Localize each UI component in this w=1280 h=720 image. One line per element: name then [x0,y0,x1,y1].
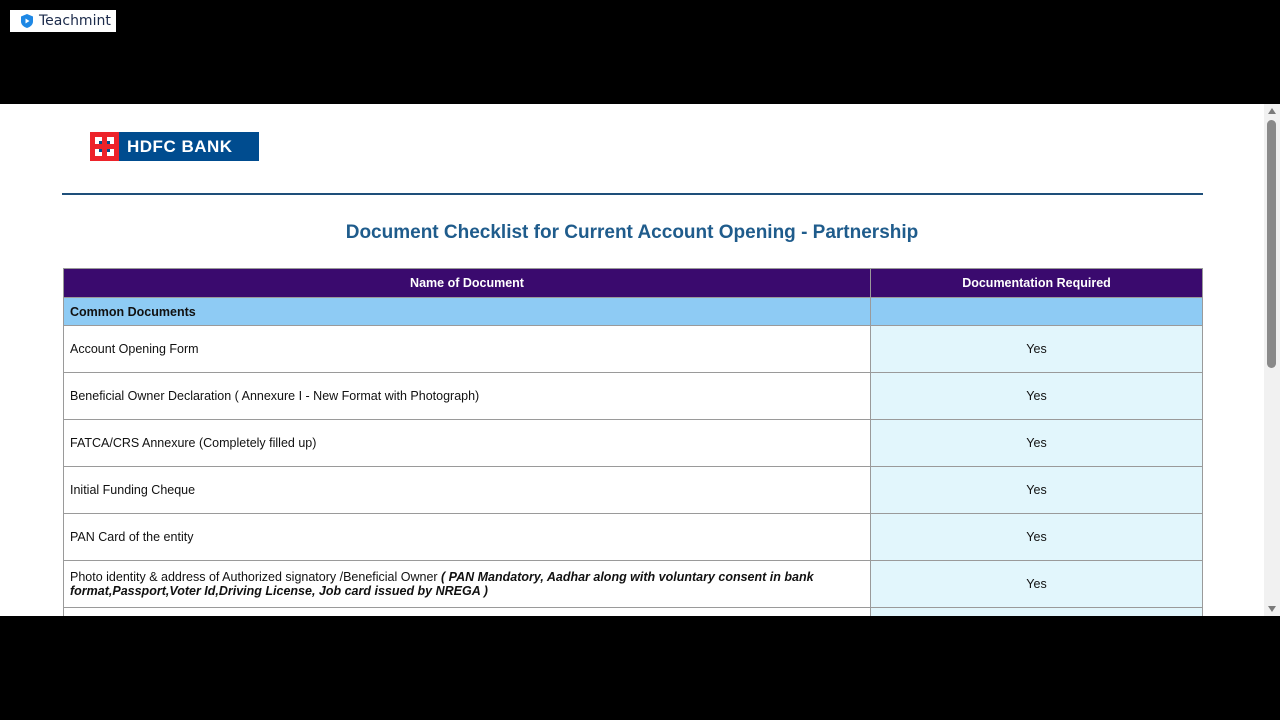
scroll-thumb[interactable] [1267,120,1276,368]
column-header-name: Name of Document [64,269,871,298]
document-checklist-table [63,268,1203,616]
document-note: ( PAN Mandatory, Aadhar along with voluntary consent in bank format,Passport,Voter Id,Driving License, Job card issued by NREGA ) [70,570,814,598]
hdfc-bank-logo [90,132,259,161]
section-label: Common Documents [64,298,871,326]
section-value [871,298,1203,326]
table-row [64,561,1203,608]
document-required: Yes [871,514,1203,561]
document-name: PAN Card of the entity [64,514,871,561]
document-name: Account Opening Form [64,326,871,373]
table-row [64,373,1203,420]
document-viewport[interactable] [0,104,1280,616]
document-required: Yes [871,561,1203,608]
document-required: Yes [871,373,1203,420]
page-title: Document Checklist for Current Account Opening - Partnership [345,222,919,243]
teachmint-brand-text: Teachmint [39,13,111,29]
table-row [64,420,1203,467]
column-header-required: Documentation Required [871,269,1203,298]
hdfc-logo-mark-icon [90,132,119,161]
header-divider [62,193,1203,195]
document-name: FATCA/CRS Annexure (Completely filled up) [64,420,871,467]
teachmint-shield-icon [19,13,35,29]
document-required: Yes [871,420,1203,467]
document-required: Yes [871,467,1203,514]
document-name: Initial Funding Cheque [64,467,871,514]
teachmint-watermark [10,10,116,32]
document-name-cell [64,561,871,608]
document-name: Beneficial Owner Declaration ( Annexure I - New Format with Photograph) [64,373,871,420]
table-row [64,467,1203,514]
section-row-common-documents [64,298,1203,326]
scroll-down-icon[interactable] [1268,606,1276,612]
table-header-row [64,269,1203,298]
table-row [64,514,1203,561]
table-row-partial [64,608,1203,617]
table-row [64,326,1203,373]
scroll-up-icon[interactable] [1268,108,1276,114]
vertical-scrollbar[interactable] [1264,104,1280,616]
logo-text: HDFC BANK [127,136,233,156]
document-required: Yes [871,326,1203,373]
document-name: Photo identity & address of Authorized signatory /Beneficial Owner [70,570,442,584]
document-page [0,104,1264,616]
